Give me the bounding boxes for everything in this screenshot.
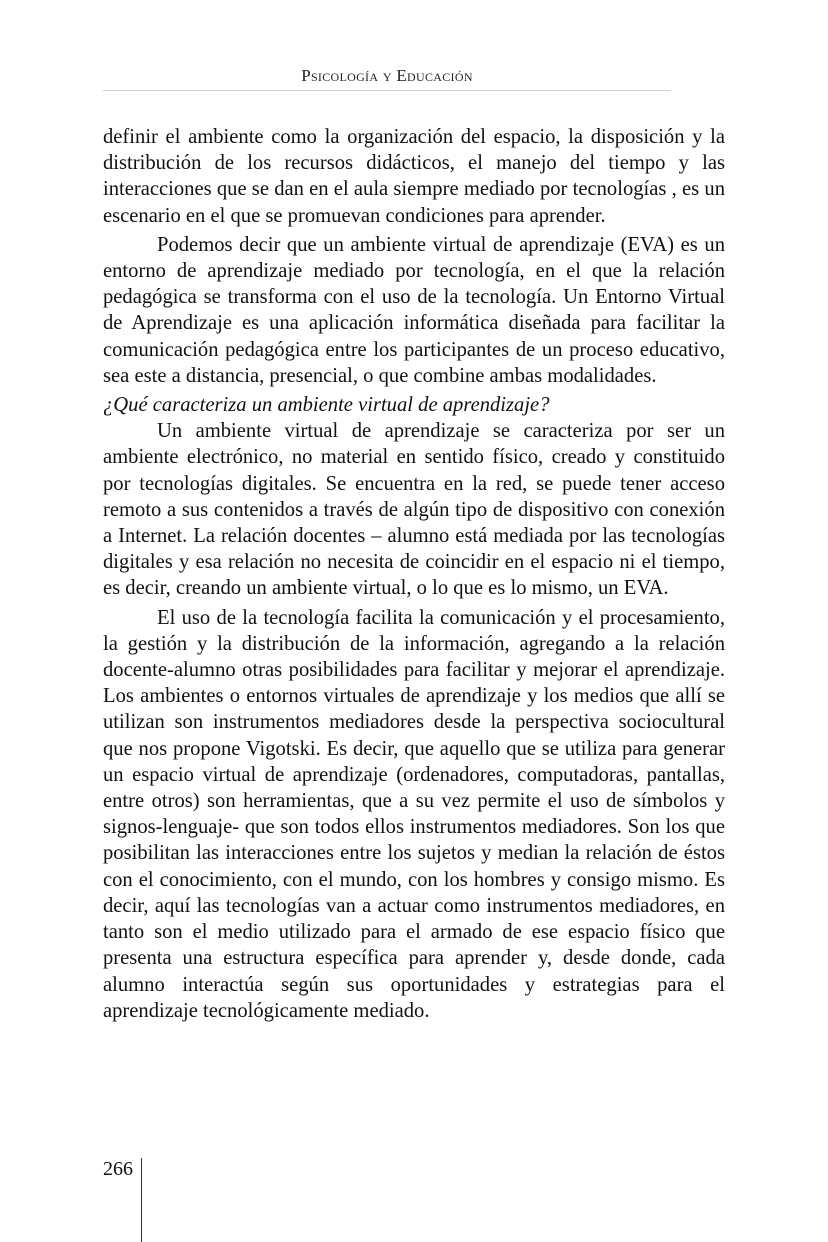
body-text xyxy=(103,124,725,1027)
paragraph-eva-characteristics: Un ambiente virtual de aprendizaje se caracteriza por ser un ambiente electrónico, no material en sentido físico, creado y constituido por tecnologías digitales. Se encuentra en la red, se puede tener acceso remoto a sus contenidos a través de algún tipo de dispositivo con conexión a Internet. La relación docentes – alumno está mediada por las tecnologías digitales y esa relación no necesita de coincidir en el espacio ni el tiempo, es decir, creando un ambiente virtual, o lo que es lo mismo, un EVA. xyxy=(103,420,725,600)
margin-rule xyxy=(141,1158,142,1242)
header-rule xyxy=(103,90,671,91)
page-number: 266 xyxy=(103,1158,133,1180)
section-heading: ¿Qué caracteriza un ambiente virtual de aprendizaje? xyxy=(103,394,550,417)
running-header: Psicología y Educación xyxy=(301,66,473,85)
paragraph-technology-use: El uso de la tecnología facilita la comunicación y el procesamiento, la gestión y la distribución de la información, agregando a la relación docente-alumno otras posibilidades para facilitar y mejorar el aprendizaje. Los ambientes o entornos virtuales de aprendizaje y los medios que allí se utilizan son instrumentos mediadores desde la perspectiva sociocultural que nos propone Vigotski. Es decir, que aquello que se utiliza para generar un espacio virtual de aprendizaje (ordenadores, computadoras, pantallas, entre otros) son herramientas, que a su vez permite el uso de símbolos y signos-lenguaje- que son todos ellos instrumentos mediadores. Son los que posibilitan las interacciones entre los sujetos y median la relación de éstos con el conocimiento, con el mundo, con los hombres y consigo mismo. Es decir, aquí las tecnologías van a actuar como instrumentos mediadores, en tanto son el medio utilizado para el armado de ese espacio físico que presenta una estructura específica para aprender y, desde donde, cada alumno interactúa según sus oportunidades y estrategias para el aprendizaje tecnológicamente mediado. xyxy=(103,606,725,1022)
paragraph-eva-definition: Podemos decir que un ambiente virtual de aprendizaje (EVA) es un entorno de aprendizaje mediado por tecnología, en el que la relación pedagógica se transforma con el uso de la tecnología. Un Entorno Virtual de Aprendizaje es una aplicación informática diseñada para facilitar la comunicación pedagógica entre los participantes de un proceso educativo, sea este a distancia, presencial, o que combine ambas modalidades. xyxy=(103,233,725,387)
paragraph-continued: definir el ambiente como la organización del espacio, la disposición y la distribución de los recursos didácticos, el manejo del tiempo y las interacciones que se dan en el aula siempre mediado por tecnologías , es un escenario en el que se promuevan condiciones para aprender. xyxy=(103,126,725,227)
